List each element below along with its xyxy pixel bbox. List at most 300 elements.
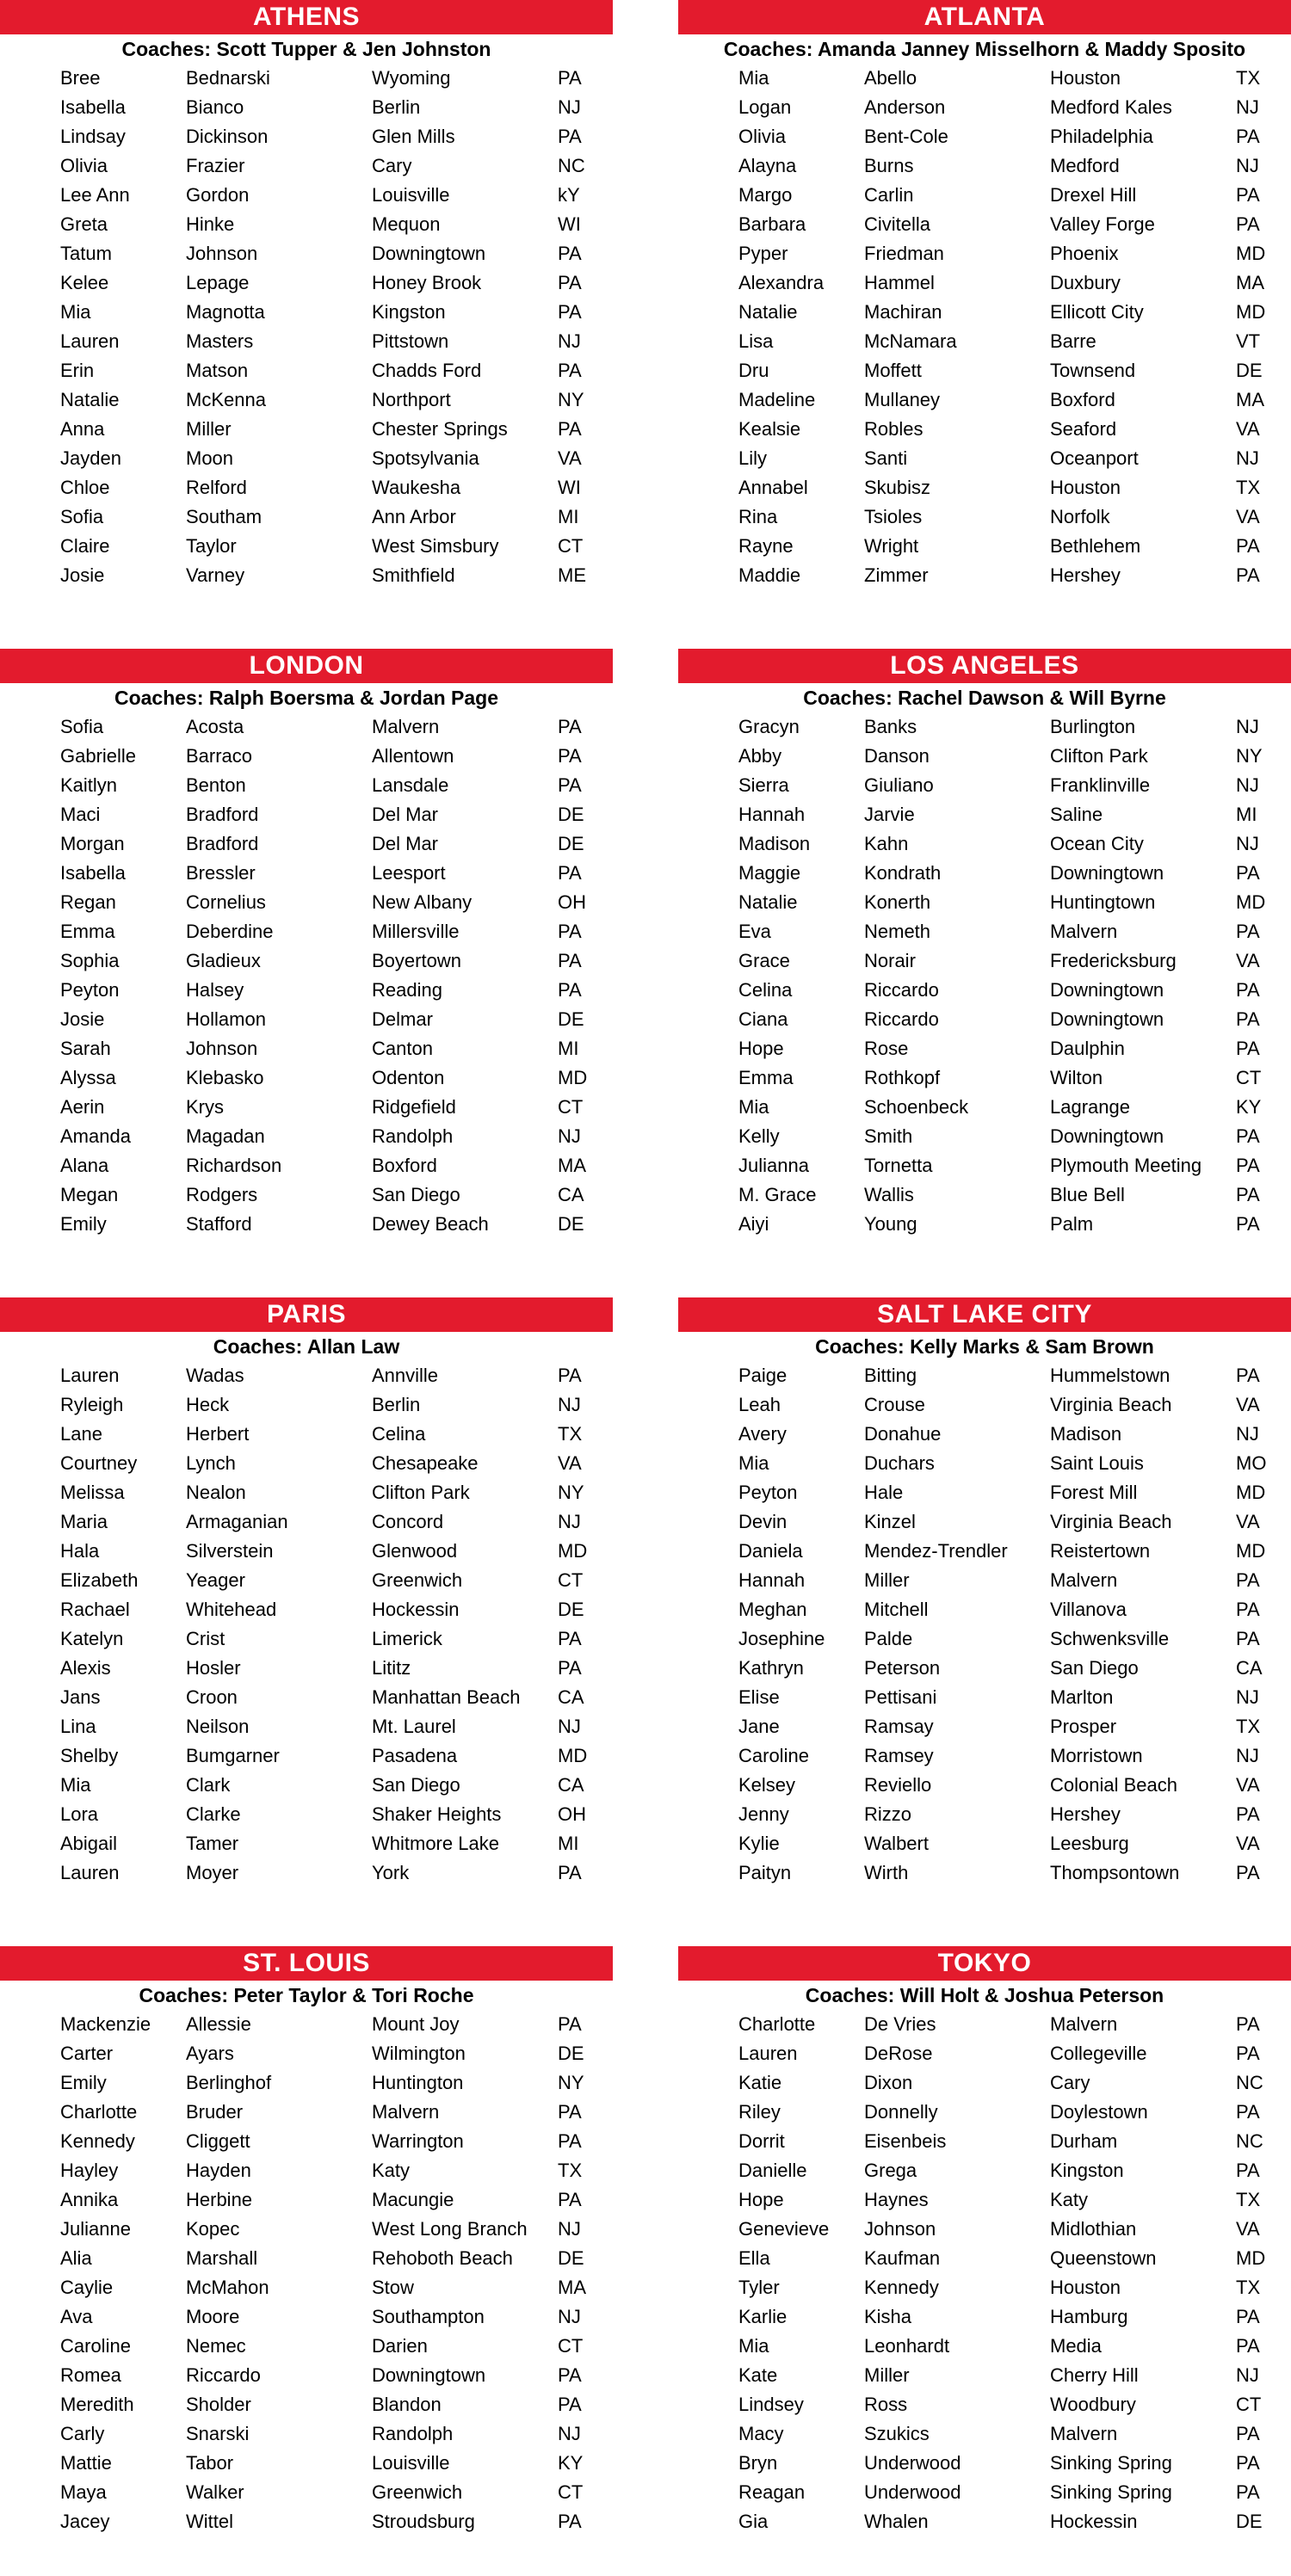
player-first-name: Lane — [60, 1423, 102, 1445]
player-last-name: Szukics — [864, 2423, 930, 2444]
player-state: PA — [558, 67, 582, 89]
player-row — [678, 2478, 1291, 2507]
player-first-name: Lauren — [60, 1365, 120, 1386]
player-city: Madison — [1050, 1423, 1122, 1445]
player-row — [0, 1741, 613, 1771]
player-last-name: Dickinson — [186, 126, 269, 147]
player-city: Waukesha — [372, 477, 461, 498]
player-state: PA — [1236, 1862, 1260, 1883]
player-last-name: McKenna — [186, 389, 266, 410]
player-row — [678, 1151, 1291, 1180]
player-state: MD — [1236, 891, 1266, 913]
player-last-name: Crouse — [864, 1394, 925, 1415]
player-city: Ann Arbor — [372, 506, 456, 527]
player-first-name: Shelby — [60, 1745, 119, 1766]
player-last-name: Croon — [186, 1686, 238, 1708]
team-name-banner: SALT LAKE CITY — [678, 1297, 1291, 1332]
player-state: WI — [558, 477, 581, 498]
player-state: CA — [1236, 1657, 1263, 1679]
player-row — [0, 2215, 613, 2244]
player-city: San Diego — [1050, 1657, 1139, 1679]
player-first-name: Abby — [738, 745, 782, 767]
player-city: Chesapeake — [372, 1452, 479, 1474]
player-last-name: Zimmer — [864, 564, 929, 586]
player-state: PA — [1236, 126, 1260, 147]
player-row — [0, 1034, 613, 1063]
player-first-name: Hannah — [738, 804, 806, 825]
player-city: Wilton — [1050, 1067, 1103, 1088]
player-row — [0, 298, 613, 327]
player-row — [0, 1712, 613, 1741]
player-last-name: Kinzel — [864, 1511, 916, 1532]
player-state: TX — [1236, 2277, 1261, 2298]
player-last-name: Schoenbeck — [864, 1096, 969, 1118]
player-last-name: Hayden — [186, 2160, 251, 2181]
player-first-name: Riley — [738, 2101, 781, 2123]
player-first-name: Alayna — [738, 155, 797, 176]
player-state: KY — [1236, 1096, 1262, 1118]
player-first-name: Lisa — [738, 330, 774, 352]
player-city: Cherry Hill — [1050, 2364, 1139, 2386]
player-state: WI — [558, 213, 581, 235]
player-last-name: Kondrath — [864, 862, 942, 884]
player-last-name: Peterson — [864, 1657, 941, 1679]
player-first-name: Avery — [738, 1423, 787, 1445]
player-state: DE — [558, 804, 584, 825]
player-row — [0, 1180, 613, 1210]
player-last-name: Danson — [864, 745, 930, 767]
player-row — [0, 2244, 613, 2273]
player-first-name: Natalie — [60, 389, 120, 410]
player-city: Clifton Park — [372, 1482, 470, 1503]
player-city: Huntingtown — [1050, 891, 1156, 913]
team-tokyo — [678, 1946, 1291, 2536]
coaches-line: Coaches: Allan Law — [213, 1335, 400, 1358]
player-city: Canton — [372, 1038, 433, 1059]
player-first-name: Emma — [60, 921, 115, 942]
player-first-name: Josephine — [738, 1628, 825, 1649]
player-last-name: Mullaney — [864, 389, 941, 410]
player-row — [678, 742, 1291, 771]
player-last-name: Banks — [864, 716, 917, 737]
player-city: Concord — [372, 1511, 444, 1532]
player-state: PA — [1236, 2481, 1260, 2503]
player-last-name: Ayars — [186, 2043, 234, 2064]
player-first-name: Lily — [738, 447, 768, 469]
player-state: NY — [1236, 745, 1263, 767]
player-last-name: Riccardo — [864, 979, 939, 1001]
player-city: Downingtown — [1050, 862, 1164, 884]
player-last-name: Klebasko — [186, 1067, 264, 1088]
player-first-name: Charlotte — [738, 2013, 816, 2035]
player-last-name: Armaganian — [186, 1511, 288, 1532]
player-first-name: Rachael — [60, 1599, 130, 1620]
player-row — [0, 1420, 613, 1449]
player-row — [0, 2361, 613, 2390]
player-row — [0, 1683, 613, 1712]
player-row — [678, 1005, 1291, 1034]
player-state: ME — [558, 564, 586, 586]
player-state: OH — [558, 1803, 586, 1825]
player-row — [678, 2332, 1291, 2361]
player-city: Downingtown — [1050, 1125, 1164, 1147]
player-row — [0, 1624, 613, 1654]
player-state: PA — [558, 1365, 582, 1386]
player-state: PA — [558, 272, 582, 293]
player-city: Glen Mills — [372, 126, 455, 147]
player-last-name: Cliggett — [186, 2130, 250, 2152]
player-state: MD — [558, 1540, 588, 1562]
player-first-name: Rina — [738, 506, 778, 527]
player-last-name: Lynch — [186, 1452, 236, 1474]
player-first-name: Dru — [738, 360, 769, 381]
player-city: Townsend — [1050, 360, 1136, 381]
player-row — [678, 2127, 1291, 2156]
player-row — [678, 210, 1291, 239]
player-last-name: Relford — [186, 477, 247, 498]
player-state: PA — [558, 979, 582, 1001]
player-first-name: Hope — [738, 2189, 784, 2210]
player-first-name: Annabel — [738, 477, 808, 498]
player-row — [678, 1537, 1291, 1566]
player-row — [0, 1093, 613, 1122]
player-row — [678, 712, 1291, 742]
player-first-name: Megan — [60, 1184, 119, 1205]
player-last-name: Rothkopf — [864, 1067, 941, 1088]
player-row — [0, 829, 613, 859]
player-row — [678, 1800, 1291, 1829]
player-state: NY — [558, 2072, 584, 2093]
player-state: PA — [1236, 1569, 1260, 1591]
player-city: Del Mar — [372, 804, 439, 825]
player-state: VA — [1236, 950, 1260, 971]
player-city: Hershey — [1050, 1803, 1121, 1825]
player-row — [678, 1180, 1291, 1210]
player-row — [0, 1151, 613, 1180]
player-row — [678, 181, 1291, 210]
player-last-name: Bednarski — [186, 67, 270, 89]
player-state: CT — [558, 535, 584, 557]
player-state: DE — [558, 1599, 584, 1620]
player-last-name: Acosta — [186, 716, 244, 737]
player-last-name: Kahn — [864, 833, 909, 854]
coaches-line: Coaches: Ralph Boersma & Jordan Page — [114, 687, 499, 709]
player-first-name: Lee Ann — [60, 184, 130, 206]
player-city: York — [372, 1862, 410, 1883]
player-row — [678, 1654, 1291, 1683]
player-row — [678, 2244, 1291, 2273]
player-state: NJ — [1236, 1686, 1259, 1708]
player-row — [0, 771, 613, 800]
player-city: Drexel Hill — [1050, 184, 1137, 206]
player-state: PA — [1236, 213, 1260, 235]
player-row — [678, 2507, 1291, 2536]
player-city: Ocean City — [1050, 833, 1144, 854]
player-city: Sinking Spring — [1050, 2452, 1172, 2474]
player-state: MA — [558, 2277, 586, 2298]
player-city: Odenton — [372, 1067, 445, 1088]
player-city: Durham — [1050, 2130, 1118, 2152]
player-row — [0, 2010, 613, 2039]
player-last-name: Crist — [186, 1628, 225, 1649]
player-first-name: Tyler — [738, 2277, 780, 2298]
player-first-name: Hala — [60, 1540, 100, 1562]
player-city: Smithfield — [372, 564, 455, 586]
player-last-name: Rizzo — [864, 1803, 912, 1825]
player-last-name: Moffett — [864, 360, 922, 381]
player-city: Boxford — [372, 1155, 437, 1176]
player-first-name: Leah — [738, 1394, 781, 1415]
player-first-name: Katelyn — [60, 1628, 124, 1649]
player-row — [678, 2302, 1291, 2332]
player-row — [0, 64, 613, 93]
player-first-name: Greta — [60, 213, 108, 235]
player-last-name: Hinke — [186, 213, 235, 235]
player-last-name: Santi — [864, 447, 908, 469]
player-first-name: Meredith — [60, 2394, 134, 2415]
coaches-line: Coaches: Kelly Marks & Sam Brown — [815, 1335, 1154, 1358]
player-row — [678, 1624, 1291, 1654]
player-state: NJ — [558, 2306, 581, 2327]
player-state: VA — [1236, 1833, 1260, 1854]
player-row — [0, 946, 613, 976]
player-row — [0, 415, 613, 444]
player-state: NJ — [558, 1716, 581, 1737]
player-row — [678, 1712, 1291, 1741]
player-row — [0, 181, 613, 210]
player-row — [678, 1771, 1291, 1800]
player-state: TX — [1236, 67, 1261, 89]
player-last-name: Haynes — [864, 2189, 929, 2210]
player-first-name: Peyton — [738, 1482, 798, 1503]
player-row — [678, 2039, 1291, 2068]
player-city: Downingtown — [372, 243, 486, 264]
team-name-banner: LONDON — [0, 649, 613, 683]
player-city: Seaford — [1050, 418, 1117, 440]
player-last-name: Young — [864, 1213, 917, 1235]
player-last-name: Sholder — [186, 2394, 251, 2415]
player-first-name: Josie — [60, 564, 105, 586]
player-last-name: Bradford — [186, 804, 259, 825]
player-city: Macungie — [372, 2189, 454, 2210]
player-last-name: Ramsay — [864, 1716, 934, 1737]
player-row — [0, 1361, 613, 1390]
player-state: DE — [558, 1008, 584, 1030]
player-last-name: Jarvie — [864, 804, 915, 825]
player-city: Celina — [372, 1423, 426, 1445]
player-city: Stroudsburg — [372, 2511, 475, 2532]
player-row — [678, 1858, 1291, 1888]
player-first-name: Gracyn — [738, 716, 800, 737]
player-city: Virginia Beach — [1050, 1394, 1172, 1415]
player-last-name: Carlin — [864, 184, 914, 206]
player-first-name: Gia — [738, 2511, 769, 2532]
player-row — [0, 2127, 613, 2156]
player-city: Thompsontown — [1050, 1862, 1180, 1883]
player-last-name: Tabor — [186, 2452, 234, 2474]
player-state: NJ — [1236, 716, 1259, 737]
player-first-name: Caylie — [60, 2277, 114, 2298]
player-first-name: Emma — [738, 1067, 794, 1088]
team-athens — [0, 0, 613, 590]
player-first-name: Paige — [738, 1365, 788, 1386]
player-city: Ellicott City — [1050, 301, 1144, 323]
player-row — [0, 1210, 613, 1239]
player-city: Houston — [1050, 67, 1121, 89]
player-first-name: Kennedy — [60, 2130, 135, 2152]
player-state: PA — [1236, 921, 1260, 942]
player-last-name: Bitting — [864, 1365, 917, 1386]
player-city: Stow — [372, 2277, 414, 2298]
player-city: Queenstown — [1050, 2247, 1157, 2269]
player-state: PA — [1236, 1599, 1260, 1620]
player-first-name: Alexandra — [738, 272, 825, 293]
player-last-name: Marshall — [186, 2247, 258, 2269]
player-first-name: Aerin — [60, 1096, 105, 1118]
player-last-name: Kennedy — [864, 2277, 939, 2298]
team-name-banner: TOKYO — [678, 1946, 1291, 1981]
player-last-name: Miller — [186, 418, 232, 440]
player-row — [678, 415, 1291, 444]
player-row — [678, 1449, 1291, 1478]
player-last-name: McMahon — [186, 2277, 269, 2298]
player-city: Katy — [1050, 2189, 1089, 2210]
player-first-name: Lauren — [60, 1862, 120, 1883]
player-last-name: Richardson — [186, 1155, 282, 1176]
player-row — [678, 1210, 1291, 1239]
player-first-name: Peyton — [60, 979, 120, 1001]
player-city: Wyoming — [372, 67, 451, 89]
player-row — [0, 1654, 613, 1683]
player-first-name: Ryleigh — [60, 1394, 124, 1415]
player-row — [678, 1829, 1291, 1858]
player-row — [678, 1122, 1291, 1151]
player-last-name: Kopec — [186, 2218, 240, 2240]
player-last-name: Bruder — [186, 2101, 244, 2123]
player-state: PA — [1236, 1213, 1260, 1235]
player-state: PA — [1236, 1365, 1260, 1386]
player-last-name: Bradford — [186, 833, 259, 854]
player-last-name: Hollamon — [186, 1008, 266, 1030]
player-state: MD — [1236, 1540, 1266, 1562]
player-last-name: Yeager — [186, 1569, 245, 1591]
player-city: Saint Louis — [1050, 1452, 1144, 1474]
player-state: PA — [1236, 2335, 1260, 2357]
player-row — [0, 2332, 613, 2361]
coaches-line: Coaches: Peter Taylor & Tori Roche — [139, 1984, 474, 2006]
player-state: PA — [1236, 979, 1260, 1001]
player-state: NC — [1236, 2072, 1263, 2093]
player-row — [0, 2068, 613, 2098]
player-city: Hockessin — [372, 1599, 460, 1620]
player-row — [678, 1741, 1291, 1771]
player-city: Marlton — [1050, 1686, 1114, 1708]
player-first-name: Alexis — [60, 1657, 111, 1679]
player-city: Kingston — [372, 301, 446, 323]
player-first-name: Katie — [738, 2072, 782, 2093]
player-row — [0, 712, 613, 742]
player-city: Medford — [1050, 155, 1120, 176]
player-first-name: Emily — [60, 2072, 107, 2093]
player-last-name: Tsioles — [864, 506, 923, 527]
player-last-name: Johnson — [186, 1038, 258, 1059]
team-name-banner: ST. LOUIS — [0, 1946, 613, 1981]
player-city: Franklinville — [1050, 774, 1151, 796]
player-row — [678, 2185, 1291, 2215]
player-row — [0, 2098, 613, 2127]
player-state: PA — [1236, 564, 1260, 586]
player-first-name: Olivia — [738, 126, 787, 147]
player-row — [678, 561, 1291, 590]
player-last-name: Clarke — [186, 1803, 241, 1825]
player-last-name: Stafford — [186, 1213, 252, 1235]
player-state: NY — [558, 389, 584, 410]
team-name-banner: ATHENS — [0, 0, 613, 34]
player-city: Valley Forge — [1050, 213, 1155, 235]
player-state: NJ — [1236, 155, 1259, 176]
player-last-name: Riccardo — [864, 1008, 939, 1030]
player-row — [678, 946, 1291, 976]
player-row — [678, 327, 1291, 356]
player-city: Blue Bell — [1050, 1184, 1125, 1205]
player-row — [0, 1858, 613, 1888]
player-row — [678, 800, 1291, 829]
player-first-name: Rayne — [738, 535, 794, 557]
player-last-name: Reviello — [864, 1774, 932, 1796]
player-state: DE — [1236, 2511, 1263, 2532]
player-state: NC — [558, 155, 585, 176]
player-city: Lansdale — [372, 774, 449, 796]
player-city: Boxford — [1050, 389, 1115, 410]
player-first-name: Aiyi — [738, 1213, 769, 1235]
player-state: PA — [558, 921, 582, 942]
player-row — [0, 532, 613, 561]
player-state: PA — [558, 126, 582, 147]
player-state: NJ — [558, 2423, 581, 2444]
player-first-name: Lauren — [60, 330, 120, 352]
player-city: Media — [1050, 2335, 1102, 2357]
player-first-name: Kate — [738, 2364, 778, 2386]
player-state: DE — [558, 833, 584, 854]
player-row — [0, 2390, 613, 2419]
player-last-name: Snarski — [186, 2423, 250, 2444]
player-state: VA — [1236, 2218, 1260, 2240]
player-first-name: Jenny — [738, 1803, 789, 1825]
player-row — [0, 1005, 613, 1034]
player-last-name: Ross — [864, 2394, 908, 2415]
player-city: Collegeville — [1050, 2043, 1147, 2064]
player-first-name: Julianna — [738, 1155, 809, 1176]
player-city: Malvern — [372, 716, 440, 737]
player-last-name: Wirth — [864, 1862, 909, 1883]
player-state: KY — [558, 2452, 584, 2474]
player-first-name: Maddie — [738, 564, 801, 586]
player-first-name: Jayden — [60, 447, 121, 469]
player-last-name: Halsey — [186, 979, 244, 1001]
player-last-name: Kisha — [864, 2306, 912, 2327]
player-last-name: Herbine — [186, 2189, 253, 2210]
player-last-name: Dixon — [864, 2072, 913, 2093]
player-row — [678, 2390, 1291, 2419]
player-first-name: Barbara — [738, 213, 806, 235]
player-last-name: Norair — [864, 950, 916, 971]
player-row — [678, 1595, 1291, 1624]
player-state: PA — [1236, 1038, 1260, 1059]
player-last-name: Anderson — [864, 96, 946, 118]
player-city: Allentown — [372, 745, 454, 767]
player-first-name: Karlie — [738, 2306, 788, 2327]
player-last-name: Matson — [186, 360, 249, 381]
